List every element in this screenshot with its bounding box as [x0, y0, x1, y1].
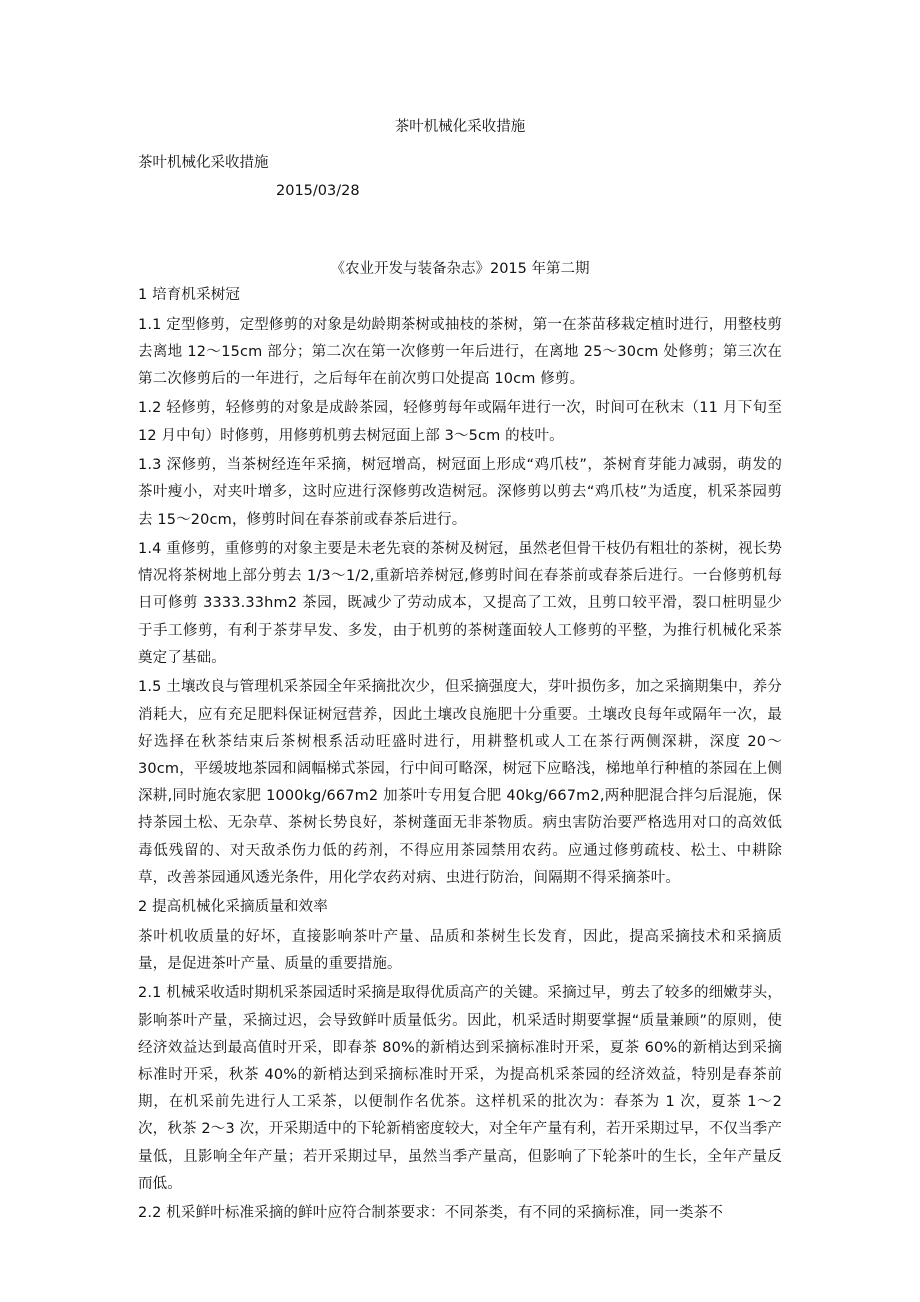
paragraph-1-2: 1.2 轻修剪，轻修剪的对象是成龄茶园，轻修剪每年或隔年进行一次，时间可在秋末（11 月下旬至 12 月中旬）时修剪，用修剪机剪去树冠面上部 3～5cm 的枝叶。 [138, 400, 782, 444]
paragraph-1-3: 1.3 深修剪，当茶树经连年采摘，树冠增高，树冠面上形成“鸡爪枝”，茶树育芽能力减弱，萌发的茶叶瘦小，对夹叶增多，这时应进行深修剪改造树冠。深修剪以剪去“鸡爪枝”为适度，机采茶园剪去 15～20cm，修剪时间在春茶前或春茶后进行。 [138, 457, 782, 528]
paragraph-1-1: 1.1 定型修剪，定型修剪的对象是幼龄期茶树或抽枝的茶树，第一在茶苗移栽定植时进行，用整枝剪去离地 12～15cm 部分；第二次在第一次修剪一年后进行，在离地 25～30cm 处修剪；第三次在第二次修剪后的一年进行，之后每年在前次剪口处提高 10cm 修剪。 [138, 316, 782, 387]
section-heading-1: 1 培育机采树冠 [138, 287, 241, 303]
article-body [138, 282, 782, 1230]
document-title: 茶叶机械化采收措施 [394, 119, 526, 135]
article-heading: 茶叶机械化采收措施 [138, 155, 269, 171]
section-heading-2: 2 提高机械化采摘质量和效率 [138, 899, 328, 916]
paragraph-1-5: 1.5 土壤改良与管理机采茶园全年采摘批次少，但采摘强度大，芽叶损伤多，加之采摘期集中，养分消耗大，应有充足肥料保证树冠营养，因此土壤改良施肥十分重要。土壤改良每年或隔年一次，最好选择在秋茶结束后茶树根系活动旺盛时进行，用耕整机或人工在茶行两侧深耕，深度 20～30cm，平缓坡地茶园和阔幅梯式茶园，行中间可略深，树冠下应略浅，梯地单行种植的茶园在上侧深耕,同时施农家肥 1000kg/667m2 加茶叶专用复合肥 40kg/667m2,两种肥混合拌匀后混施，保持茶园土松、无杂草、茶树长势良好，茶树蓬面无非茶物质。病虫害防治要严格选用对口的高效低毒低残留的、对天敌杀伤力低的药剂，不得应用茶园禁用农药。应通过修剪疏枝、松土、中耕除草，改善茶园通风透光条件，用化学农药对病、虫进行防治，间隔期不得采摘茶叶。 [138, 679, 782, 886]
paragraph-2-1: 2.1 机械采收适时期机采茶园适时采摘是取得优质高产的关键。采摘过早，剪去了较多的细嫩芽头，影响茶叶产量，采摘过迟，会导致鲜叶质量低劣。因此，机采适时期要掌握“质量兼顾”的原则，使经济效益达到最高值时开采，即春茶 80%的新梢达到采摘标准时开采，夏茶 60%的新梢达到采摘标准时开采，秋茶 40%的新梢达到采摘标准时开采，为提高机采茶园的经济效益，特别是春茶前期，在机采前先进行人工采茶，以便制作名优茶。这样机采的批次为：春茶为 1 次，夏茶 1～2 次，秋茶 2～3 次，开采期适中的下轮新梢密度较大，对全年产量有利，若开采期过早，不仅当季产量低，且影响全年产量；若开采期过早，虽然当季产量高，但影响了下轮茶叶的生长，全年产量反而低。 [138, 985, 782, 1192]
paragraph-1-4: 1.4 重修剪，重修剪的对象主要是未老先衰的茶树及树冠，虽然老但骨干枝仍有粗壮的茶树，视长势情况将茶树地上部分剪去 1/3～1/2,重新培养树冠,修剪时间在春茶前或春茶后进行。一台修剪机每日可修剪 3333.33hm2 茶园，既减少了劳动成本，又提高了工效，且剪口较平滑，裂口桩明显少于手工修剪，有利于茶芽早发、多发，由于机剪的茶树蓬面较人工修剪的平整，为推行机械化采茶奠定了基础。 [138, 541, 782, 666]
paragraph-2-2: 2.2 机采鲜叶标准采摘的鲜叶应符合制茶要求：不同茶类，有不同的采摘标准，同一类茶不 [138, 1205, 723, 1222]
journal-source: 《农业开发与装备杂志》2015 年第二期 [330, 261, 590, 277]
paragraph-2-intro: 茶叶机收质量的好坏，直接影响茶叶产量、品质和茶树生长发育，因此，提高采摘技术和采摘质量，是促进茶叶产量、质量的重要措施。 [138, 928, 782, 972]
publication-date: 2015/03/28 [276, 183, 360, 199]
